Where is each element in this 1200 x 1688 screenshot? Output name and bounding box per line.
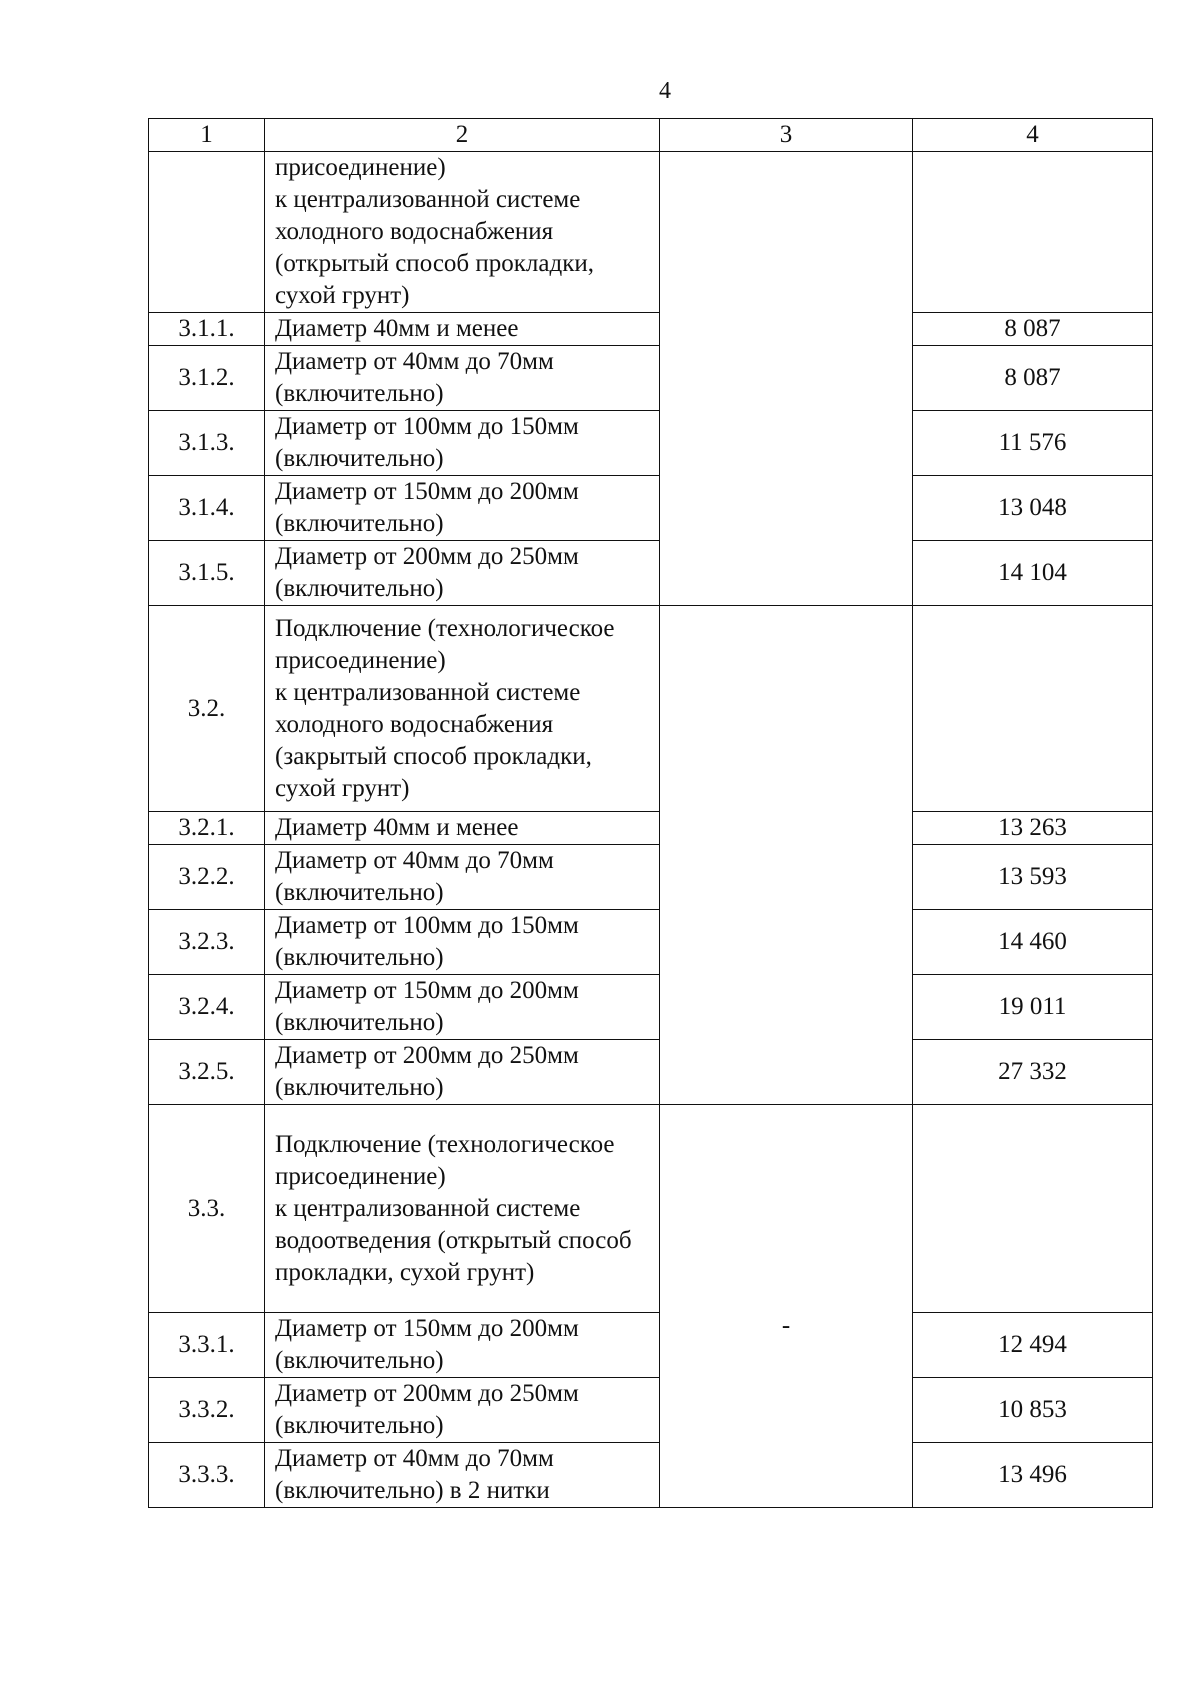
header-cell-1: 1 [149, 119, 265, 152]
row-value-cell: 8 087 [913, 313, 1153, 346]
row-number-cell: 3.2.1. [149, 812, 265, 845]
row-value-cell [913, 606, 1153, 812]
row-value-cell: 14 104 [913, 541, 1153, 606]
row-description-cell: Подключение (технологическое присоединение) к централизованной системе водоотведения (открытый способ прокладки, сухой грунт) [265, 1105, 660, 1313]
table-row [149, 1105, 1153, 1313]
row-number-cell: 3.2.4. [149, 975, 265, 1040]
row-description-cell: Диаметр 40мм и менее [265, 812, 660, 845]
table-row [149, 1313, 1153, 1378]
page-number: 4 [659, 78, 671, 104]
row-number-cell: 3.1.4. [149, 476, 265, 541]
row-number-cell: 3.1.2. [149, 346, 265, 411]
column-3-dash: - [781, 1312, 791, 1339]
row-value-cell: 13 263 [913, 812, 1153, 845]
row-value-cell: 13 496 [913, 1443, 1153, 1508]
row-description-cell: Диаметр от 150мм до 200мм (включительно) [265, 476, 660, 541]
row-description-cell: Диаметр от 100мм до 150мм (включительно) [265, 411, 660, 476]
row-value-cell [913, 152, 1153, 313]
row-number-cell: 3.3.1. [149, 1313, 265, 1378]
row-description-cell: Диаметр от 200мм до 250мм (включительно) [265, 1040, 660, 1105]
header-cell-2: 2 [265, 119, 660, 152]
table-row [149, 812, 1153, 845]
table-row [149, 975, 1153, 1040]
table-row [149, 411, 1153, 476]
row-value-cell: 19 011 [913, 975, 1153, 1040]
row-number-cell: 3.2.2. [149, 845, 265, 910]
row-value-cell: 10 853 [913, 1378, 1153, 1443]
row-value-cell: 13 593 [913, 845, 1153, 910]
row-value-cell: 11 576 [913, 411, 1153, 476]
row-number-cell: 3.3.2. [149, 1378, 265, 1443]
row-number-cell: 3.1.5. [149, 541, 265, 606]
row-number-cell [149, 152, 265, 313]
row-number-cell: 3.2.5. [149, 1040, 265, 1105]
header-cell-3: 3 [660, 119, 913, 152]
table-row [149, 152, 1153, 313]
table-row [149, 1378, 1153, 1443]
row-value-cell: 14 460 [913, 910, 1153, 975]
row-value-cell: 27 332 [913, 1040, 1153, 1105]
column-3-cell [660, 152, 913, 606]
row-description-cell: присоединение) к централизованной системе холодного водоснабжения (открытый способ прокладки, сухой грунт) [265, 152, 660, 313]
table-row [149, 845, 1153, 910]
table-row [149, 541, 1153, 606]
row-number-cell: 3.1.3. [149, 411, 265, 476]
table-row [149, 910, 1153, 975]
row-description-cell: Диаметр от 40мм до 70мм (включительно) [265, 845, 660, 910]
row-number-cell: 3.3. [149, 1105, 265, 1313]
row-description-cell: Диаметр от 40мм до 70мм (включительно) в 2 нитки [265, 1443, 660, 1508]
tariff-table [148, 118, 1153, 1508]
column-3-cell [660, 1105, 913, 1508]
row-number-cell: 3.3.3. [149, 1443, 265, 1508]
row-description-cell: Диаметр от 200мм до 250мм (включительно) [265, 1378, 660, 1443]
row-number-cell: 3.1.1. [149, 313, 265, 346]
row-description-cell: Диаметр от 100мм до 150мм (включительно) [265, 910, 660, 975]
row-value-cell: 8 087 [913, 346, 1153, 411]
table-row [149, 346, 1153, 411]
row-value-cell: 13 048 [913, 476, 1153, 541]
row-description-cell: Диаметр от 150мм до 200мм (включительно) [265, 975, 660, 1040]
table-header-row [149, 119, 1153, 152]
row-description-cell: Диаметр от 40мм до 70мм (включительно) [265, 346, 660, 411]
table-row [149, 1443, 1153, 1508]
row-description-cell: Диаметр от 200мм до 250мм (включительно) [265, 541, 660, 606]
table-row [149, 313, 1153, 346]
table-row [149, 476, 1153, 541]
row-number-cell: 3.2.3. [149, 910, 265, 975]
header-cell-4: 4 [913, 119, 1153, 152]
column-3-cell [660, 606, 913, 1105]
row-value-cell: 12 494 [913, 1313, 1153, 1378]
row-value-cell [913, 1105, 1153, 1313]
table-row [149, 1040, 1153, 1105]
table-row [149, 606, 1153, 812]
row-number-cell: 3.2. [149, 606, 265, 812]
row-description-cell: Диаметр 40мм и менее [265, 313, 660, 346]
row-description-cell: Диаметр от 150мм до 200мм (включительно) [265, 1313, 660, 1378]
row-description-cell: Подключение (технологическое присоединение) к централизованной системе холодного водоснабжения (закрытый способ прокладки, сухой грунт) [265, 606, 660, 812]
